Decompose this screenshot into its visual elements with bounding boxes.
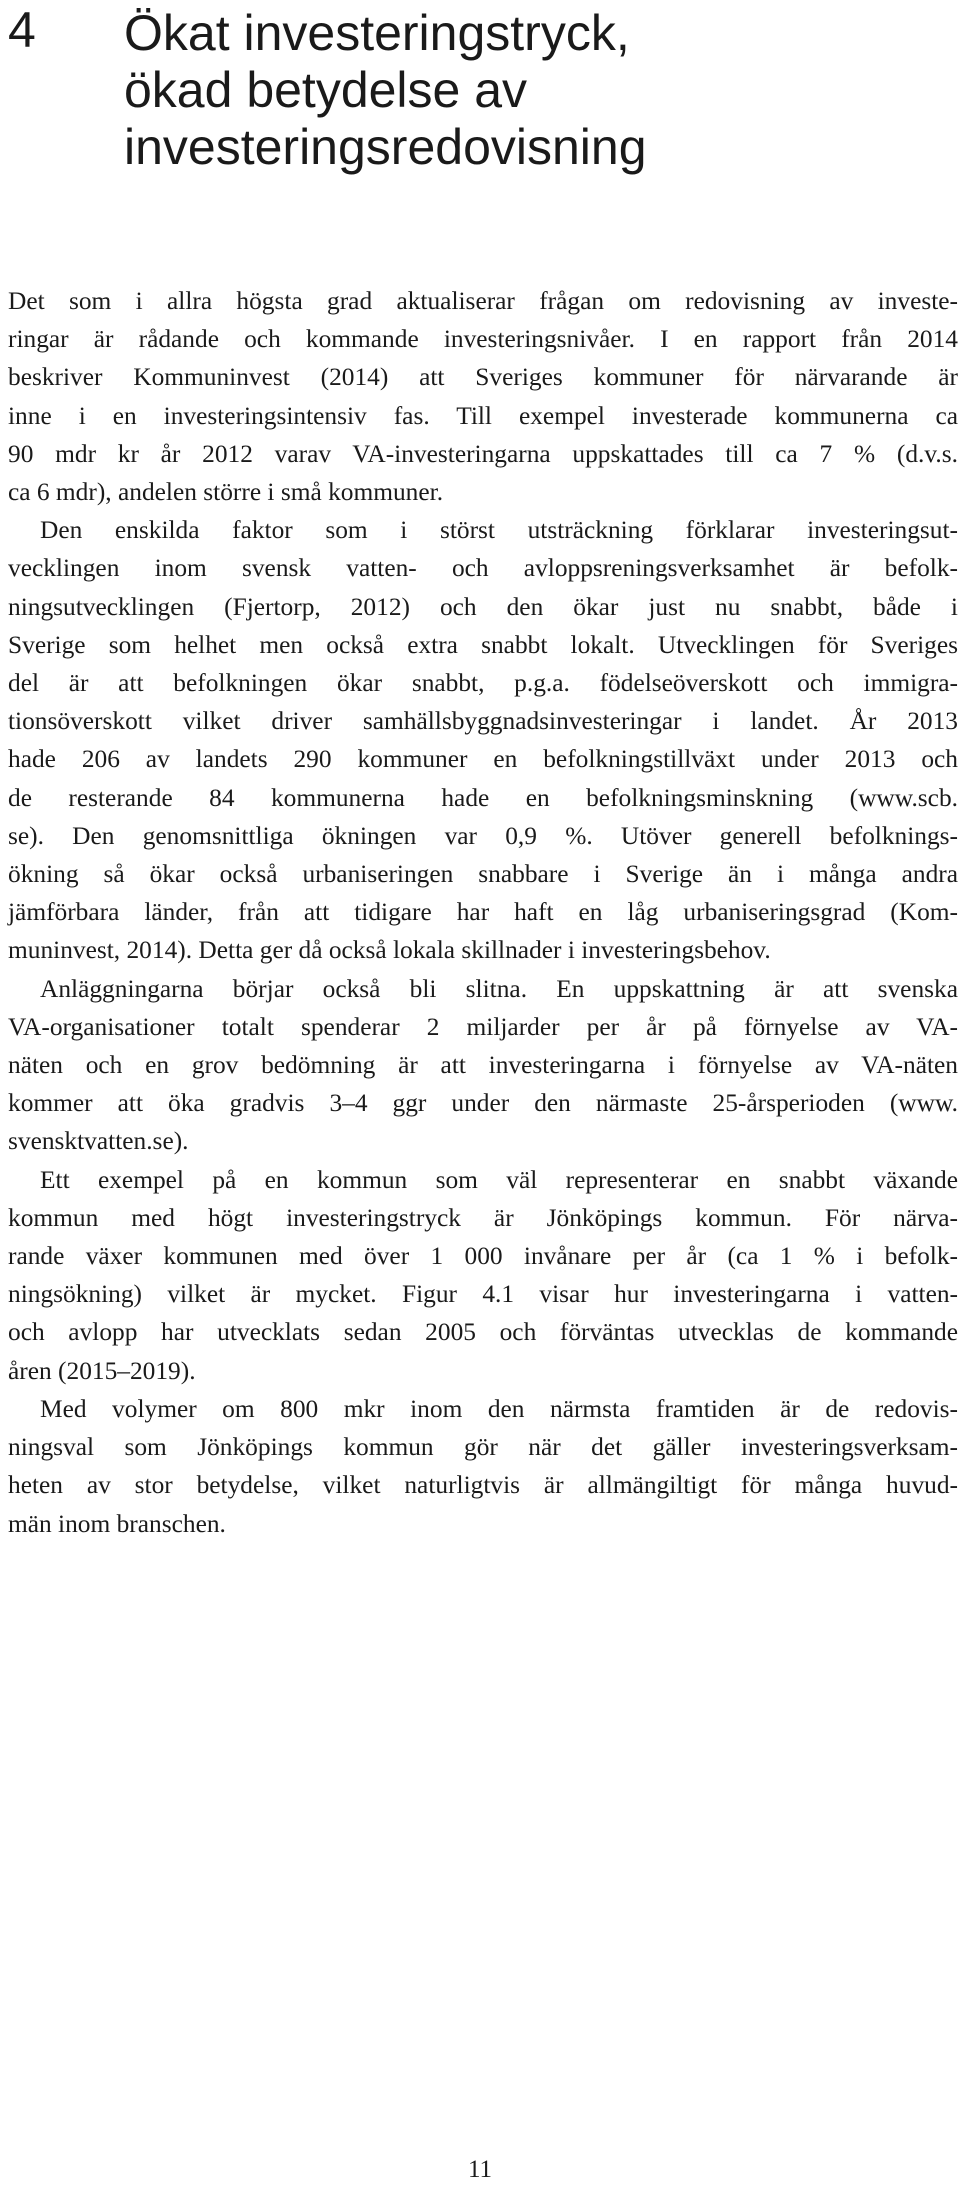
text-line: män inom branschen.	[8, 1509, 226, 1538]
paragraph-population	[8, 511, 958, 969]
text-line: kommun med högt investeringstryck är Jönköpings kommun. För närva-	[8, 1203, 958, 1232]
paragraph-renewal	[8, 970, 958, 1161]
text-line: näten och en grov bedömning är att investeringarna i förnyelse av VA-näten	[8, 1051, 958, 1080]
text-line: ningsval som Jönköpings kommun gör när det gäller investeringsverksam-	[8, 1433, 958, 1462]
text-line: rande växer kommunen med över 1 000 invånare per år (ca 1 % i befolk-	[8, 1242, 958, 1271]
text-line: Anläggningarna börjar också bli slitna. En uppskattning är att svenska	[40, 974, 958, 1003]
text-line: Ett exempel på en kommun som väl representerar en snabbt växande	[40, 1165, 958, 1194]
text-line: åren (2015–2019).	[8, 1356, 196, 1385]
text-line: kommer att öka gradvis 3–4 ggr under den närmaste 25-årsperioden (www.	[8, 1089, 958, 1118]
text-line: ökning så ökar också urbaniseringen snabbare i Sverige än i många andra	[8, 860, 958, 889]
text-line: beskriver Kommuninvest (2014) att Sveriges kommuner för närvarande är	[8, 363, 958, 392]
text-line: Den enskilda faktor som i störst utsträckning förklarar investeringsut-	[40, 516, 958, 545]
text-line: heten av stor betydelse, vilket naturligtvis är allmängiltigt för många huvud-	[8, 1471, 958, 1500]
chapter-heading	[0, 0, 960, 190]
text-line: 90 mdr kr år 2012 varav VA-investeringarna uppskattades till ca 7 % (d.v.s.	[8, 439, 958, 468]
page-number: 11	[467, 2156, 493, 2183]
paragraph-jonkoping	[8, 1161, 958, 1390]
chapter-title	[124, 5, 944, 176]
text-line: ningsutvecklingen (Fjertorp, 2012) och den ökar just nu snabbt, både i	[8, 592, 958, 621]
text-line: jämförbara länder, från att tidigare har haft en låg urbaniseringsgrad (Kom-	[8, 898, 958, 927]
text-line: inne i en investeringsintensiv fas. Till exempel investerade kommunerna ca	[8, 401, 958, 430]
text-line: de resterande 84 kommunerna hade en befolkningsminskning (www.scb.	[8, 783, 958, 812]
text-line: Det som i allra högsta grad aktualiserar frågan om redovisning av investe-	[8, 287, 958, 315]
text-line: svensktvatten.se).	[8, 1127, 189, 1156]
text-line: vecklingen inom svensk vatten- och avloppsreningsverksamhet är befolk-	[8, 554, 958, 583]
text-line: och avlopp har utvecklats sedan 2005 och förväntas utvecklas de kommande	[8, 1318, 958, 1347]
chapter-title-line: ökad betydelse av	[124, 62, 528, 118]
text-line: muninvest, 2014). Detta ger då också lokala skillnader i investeringsbehov.	[8, 936, 771, 965]
text-line: ningsökning) vilket är mycket. Figur 4.1 visar hur investeringarna i vatten-	[8, 1280, 958, 1309]
text-line: hade 206 av landets 290 kommuner en befolkningstillväxt under 2013 och	[8, 745, 958, 774]
text-line: ringar är rådande och kommande investeringsnivåer. I en rapport från 2014	[8, 325, 958, 354]
text-line: ca 6 mdr), andelen större i små kommuner.	[8, 478, 444, 507]
paragraph-volumes	[8, 1390, 958, 1543]
chapter-title-line: investeringsredovisning	[124, 119, 647, 175]
body-text	[8, 282, 958, 1543]
text-line: del är att befolkningen ökar snabbt, p.g.a. födelseöverskott och immigra-	[8, 669, 958, 698]
text-line: Sverige som helhet men också extra snabbt lokalt. Utvecklingen för Sveriges	[8, 630, 958, 659]
text-line: se). Den genomsnittliga ökningen var 0,9 %. Utöver generell befolknings-	[8, 821, 958, 850]
text-line: tionsöverskott vilket driver samhällsbyggnadsinvesteringar i landet. År 2013	[8, 707, 958, 736]
chapter-title-line: Ökat investeringstryck,	[124, 5, 630, 61]
paragraph-intro	[8, 282, 958, 511]
text-line: VA-organisationer totalt spenderar 2 miljarder per år på förnyelse av VA-	[8, 1012, 958, 1041]
chapter-number: 4	[8, 2, 36, 58]
text-line: Med volymer om 800 mkr inom den närmsta framtiden är de redovis-	[40, 1394, 958, 1423]
